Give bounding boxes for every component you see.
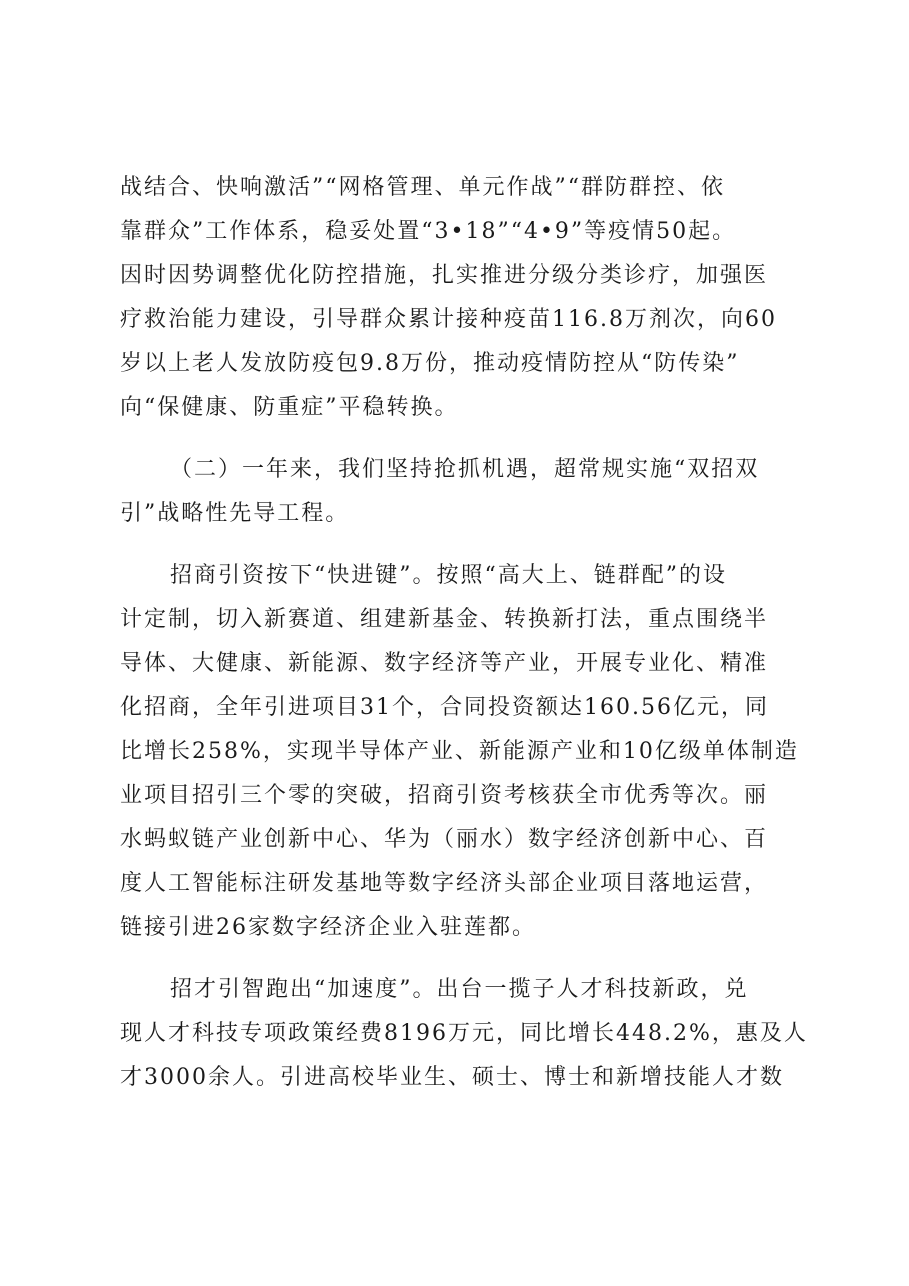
text-line: 计定制，切入新赛道、组建新基金、转换新打法，重点围绕半 — [120, 607, 769, 632]
paragraph-investment-attraction — [120, 554, 810, 950]
section-heading-two — [120, 448, 810, 536]
text-line: 引”战略性先导工程。 — [120, 501, 350, 526]
text-line: 现人才科技专项政策经费8196万元，同比增长448.2%，惠及人 — [120, 1021, 808, 1046]
text-line: 化招商，全年引进项目31个，合同投资额达160.56亿元，同 — [120, 695, 769, 720]
text-line: 靠群众”工作体系，稳妥处置“3•18”“4•9”等疫情50起。 — [120, 219, 737, 244]
paragraph-epidemic-control — [120, 166, 810, 430]
text-line: 导体、大健康、新能源、数字经济等产业，开展专业化、精准 — [120, 651, 769, 676]
text-line: 水蚂蚁链产业创新中心、华为（丽水）数字经济创新中心、百 — [120, 827, 769, 852]
document-body — [120, 166, 810, 1100]
text-line: 比增长258%，实现半导体产业、新能源产业和10亿级单体制造 — [120, 739, 799, 764]
text-line: 链接引进26家数字经济企业入驻莲都。 — [120, 915, 536, 940]
text-line: 业项目招引三个零的突破，招商引资考核获全市优秀等次。丽 — [120, 783, 769, 808]
text-line: （二）一年来，我们坚持抢抓机遇，超常规实施“双招双 — [170, 457, 760, 482]
text-line: 才3000余人。引进高校毕业生、硕士、博士和新增技能人才数 — [120, 1065, 784, 1090]
text-line: 向“保健康、防重症”平稳转换。 — [120, 395, 459, 420]
text-line: 度人工智能标注研发基地等数字经济头部企业项目落地运营， — [120, 871, 769, 896]
text-line: 招才引智跑出“加速度”。出台一揽子人才科技新政，兑 — [170, 977, 749, 1002]
text-line: 岁以上老人发放防疫包9.8万份，推动疫情防控从“防传染” — [120, 351, 740, 376]
text-line: 战结合、快响激活”“网格管理、单元作战”“群防群控、依 — [120, 175, 725, 200]
text-line: 招商引资按下“快进键”。按照“高大上、链群配”的设 — [170, 563, 727, 588]
text-line: 疗救治能力建设，引导群众累计接种疫苗116.8万剂次，向60 — [120, 307, 777, 332]
paragraph-talent-attraction — [120, 968, 810, 1100]
text-line: 因时因势调整优化防控措施，扎实推进分级分类诊疗，加强医 — [120, 263, 769, 288]
